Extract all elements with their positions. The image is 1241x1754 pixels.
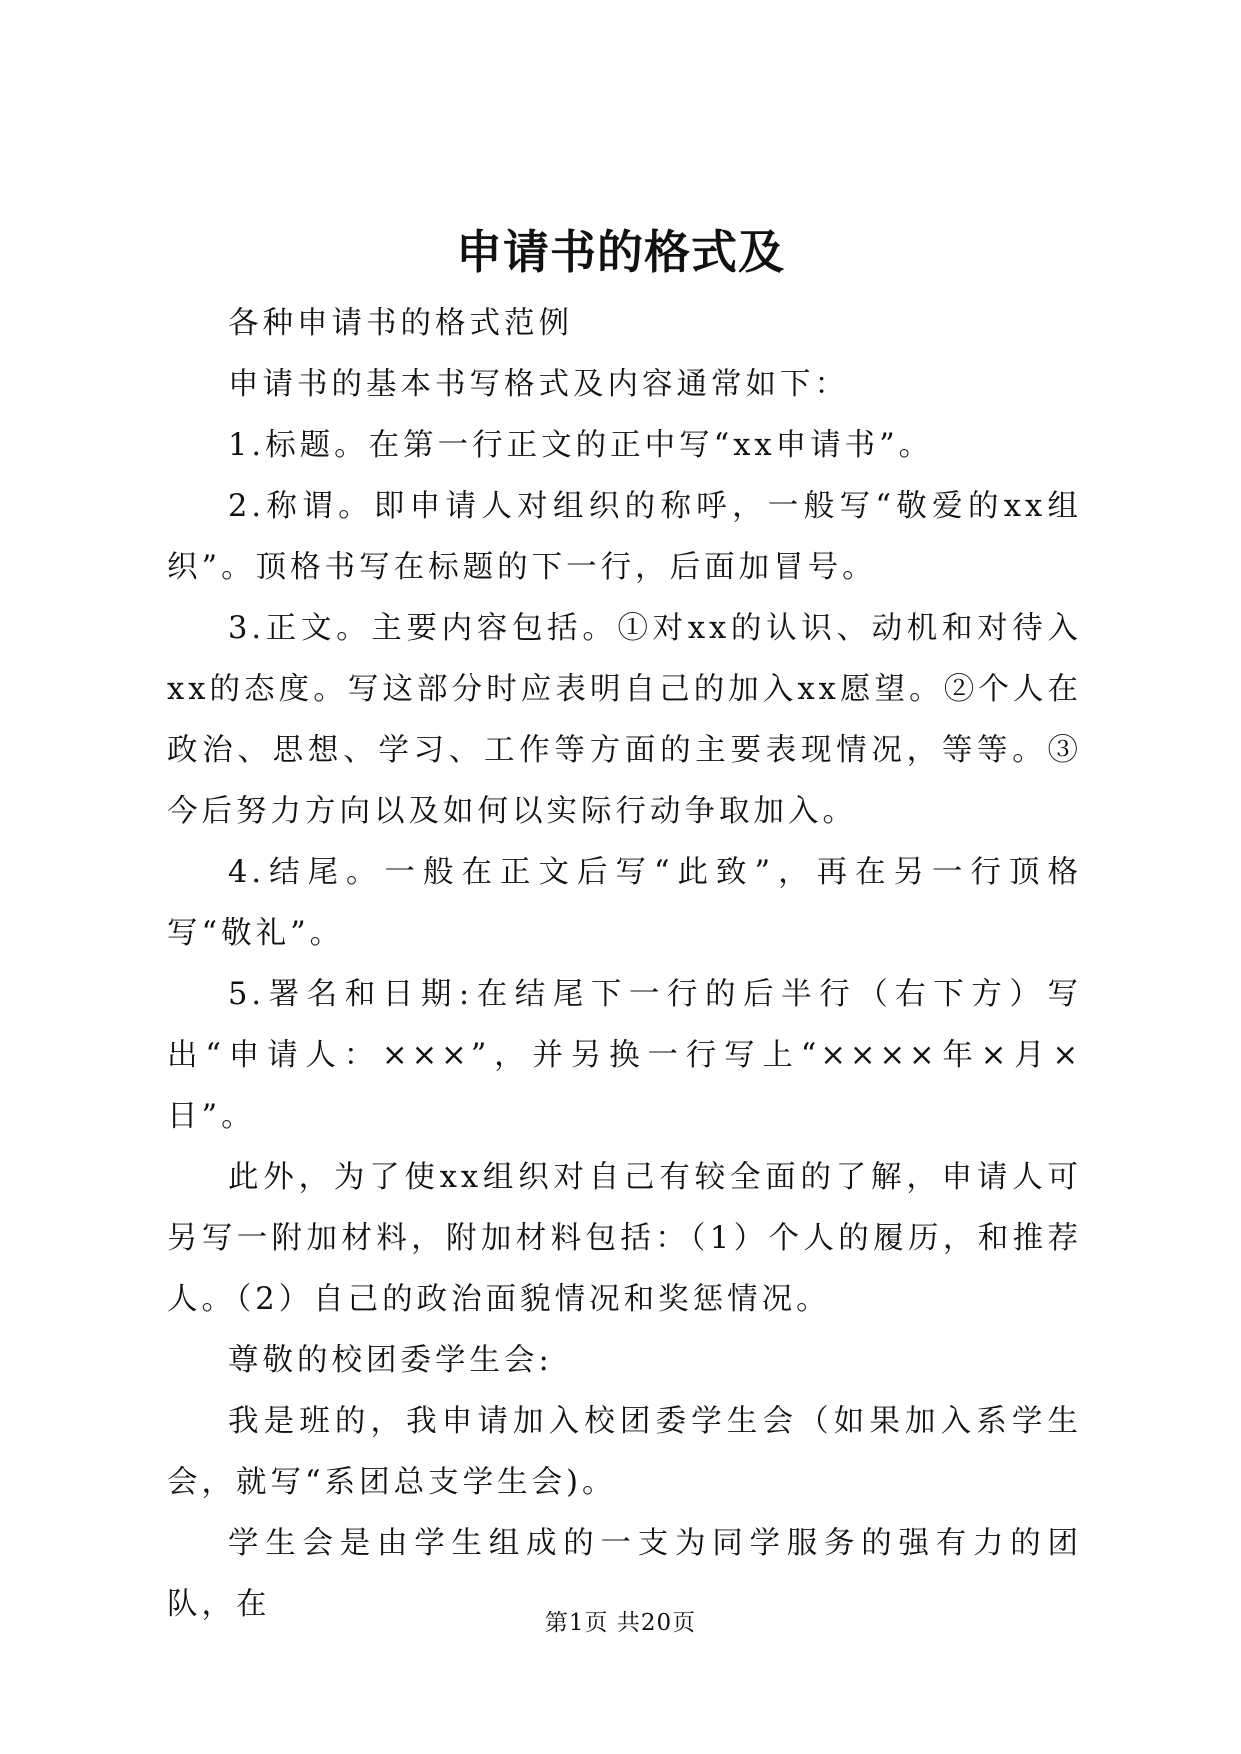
paragraph-item-salutation: 2.称谓。即申请人对组织的称呼，一般写“敬爱的xx组织”。顶格书写在标题的下一行，后面加冒号。 — [167, 489, 1082, 585]
paragraph-item-closing: 4.结尾。一般在正文后写“此致”，再在另一行顶格写“敬礼”。 — [167, 855, 1082, 951]
document-body — [167, 293, 1082, 1635]
paragraph-intro: 各种申请书的格式范例 — [228, 306, 573, 341]
document-title: 申请书的格式及 — [456, 225, 785, 279]
page-number-footer: 第1页 共20页 — [544, 1610, 697, 1636]
paragraph-sample-body: 学生会是由学生组成的一支为同学服务的强有力的团队，在 — [167, 1526, 1082, 1622]
paragraph-sample-salutation: 尊敬的校团委学生会: — [228, 1343, 553, 1378]
paragraph-item-signature: 5.署名和日期:在结尾下一行的后半行（右下方）写出“申请人：×××”，并另换一行写上“××××年×月×日”。 — [167, 977, 1082, 1134]
paragraph-sample-intro: 我是班的，我申请加入校团委学生会（如果加入系学生会，就写“系团总支学生会)。 — [167, 1404, 1082, 1500]
paragraph-additional-material: 此外，为了使xx组织对自己有较全面的了解，申请人可另写一附加材料，附加材料包括：（1）个人的履历，和推荐人。（2）自己的政治面貌情况和奖惩情况。 — [167, 1160, 1082, 1317]
paragraph-item-title: 1.标题。在第一行正文的正中写“xx申请书”。 — [228, 428, 934, 463]
paragraph-basic-format: 申请书的基本书写格式及内容通常如下： — [228, 367, 849, 402]
paragraph-item-body: 3.正文。主要内容包括。①对xx的认识、动机和对待入xx的态度。写这部分时应表明自己的加入xx愿望。②个人在政治、思想、学习、工作等方面的主要表现情况，等等。③今后努力方向以及如何以实际行动争取加入。 — [167, 611, 1082, 829]
